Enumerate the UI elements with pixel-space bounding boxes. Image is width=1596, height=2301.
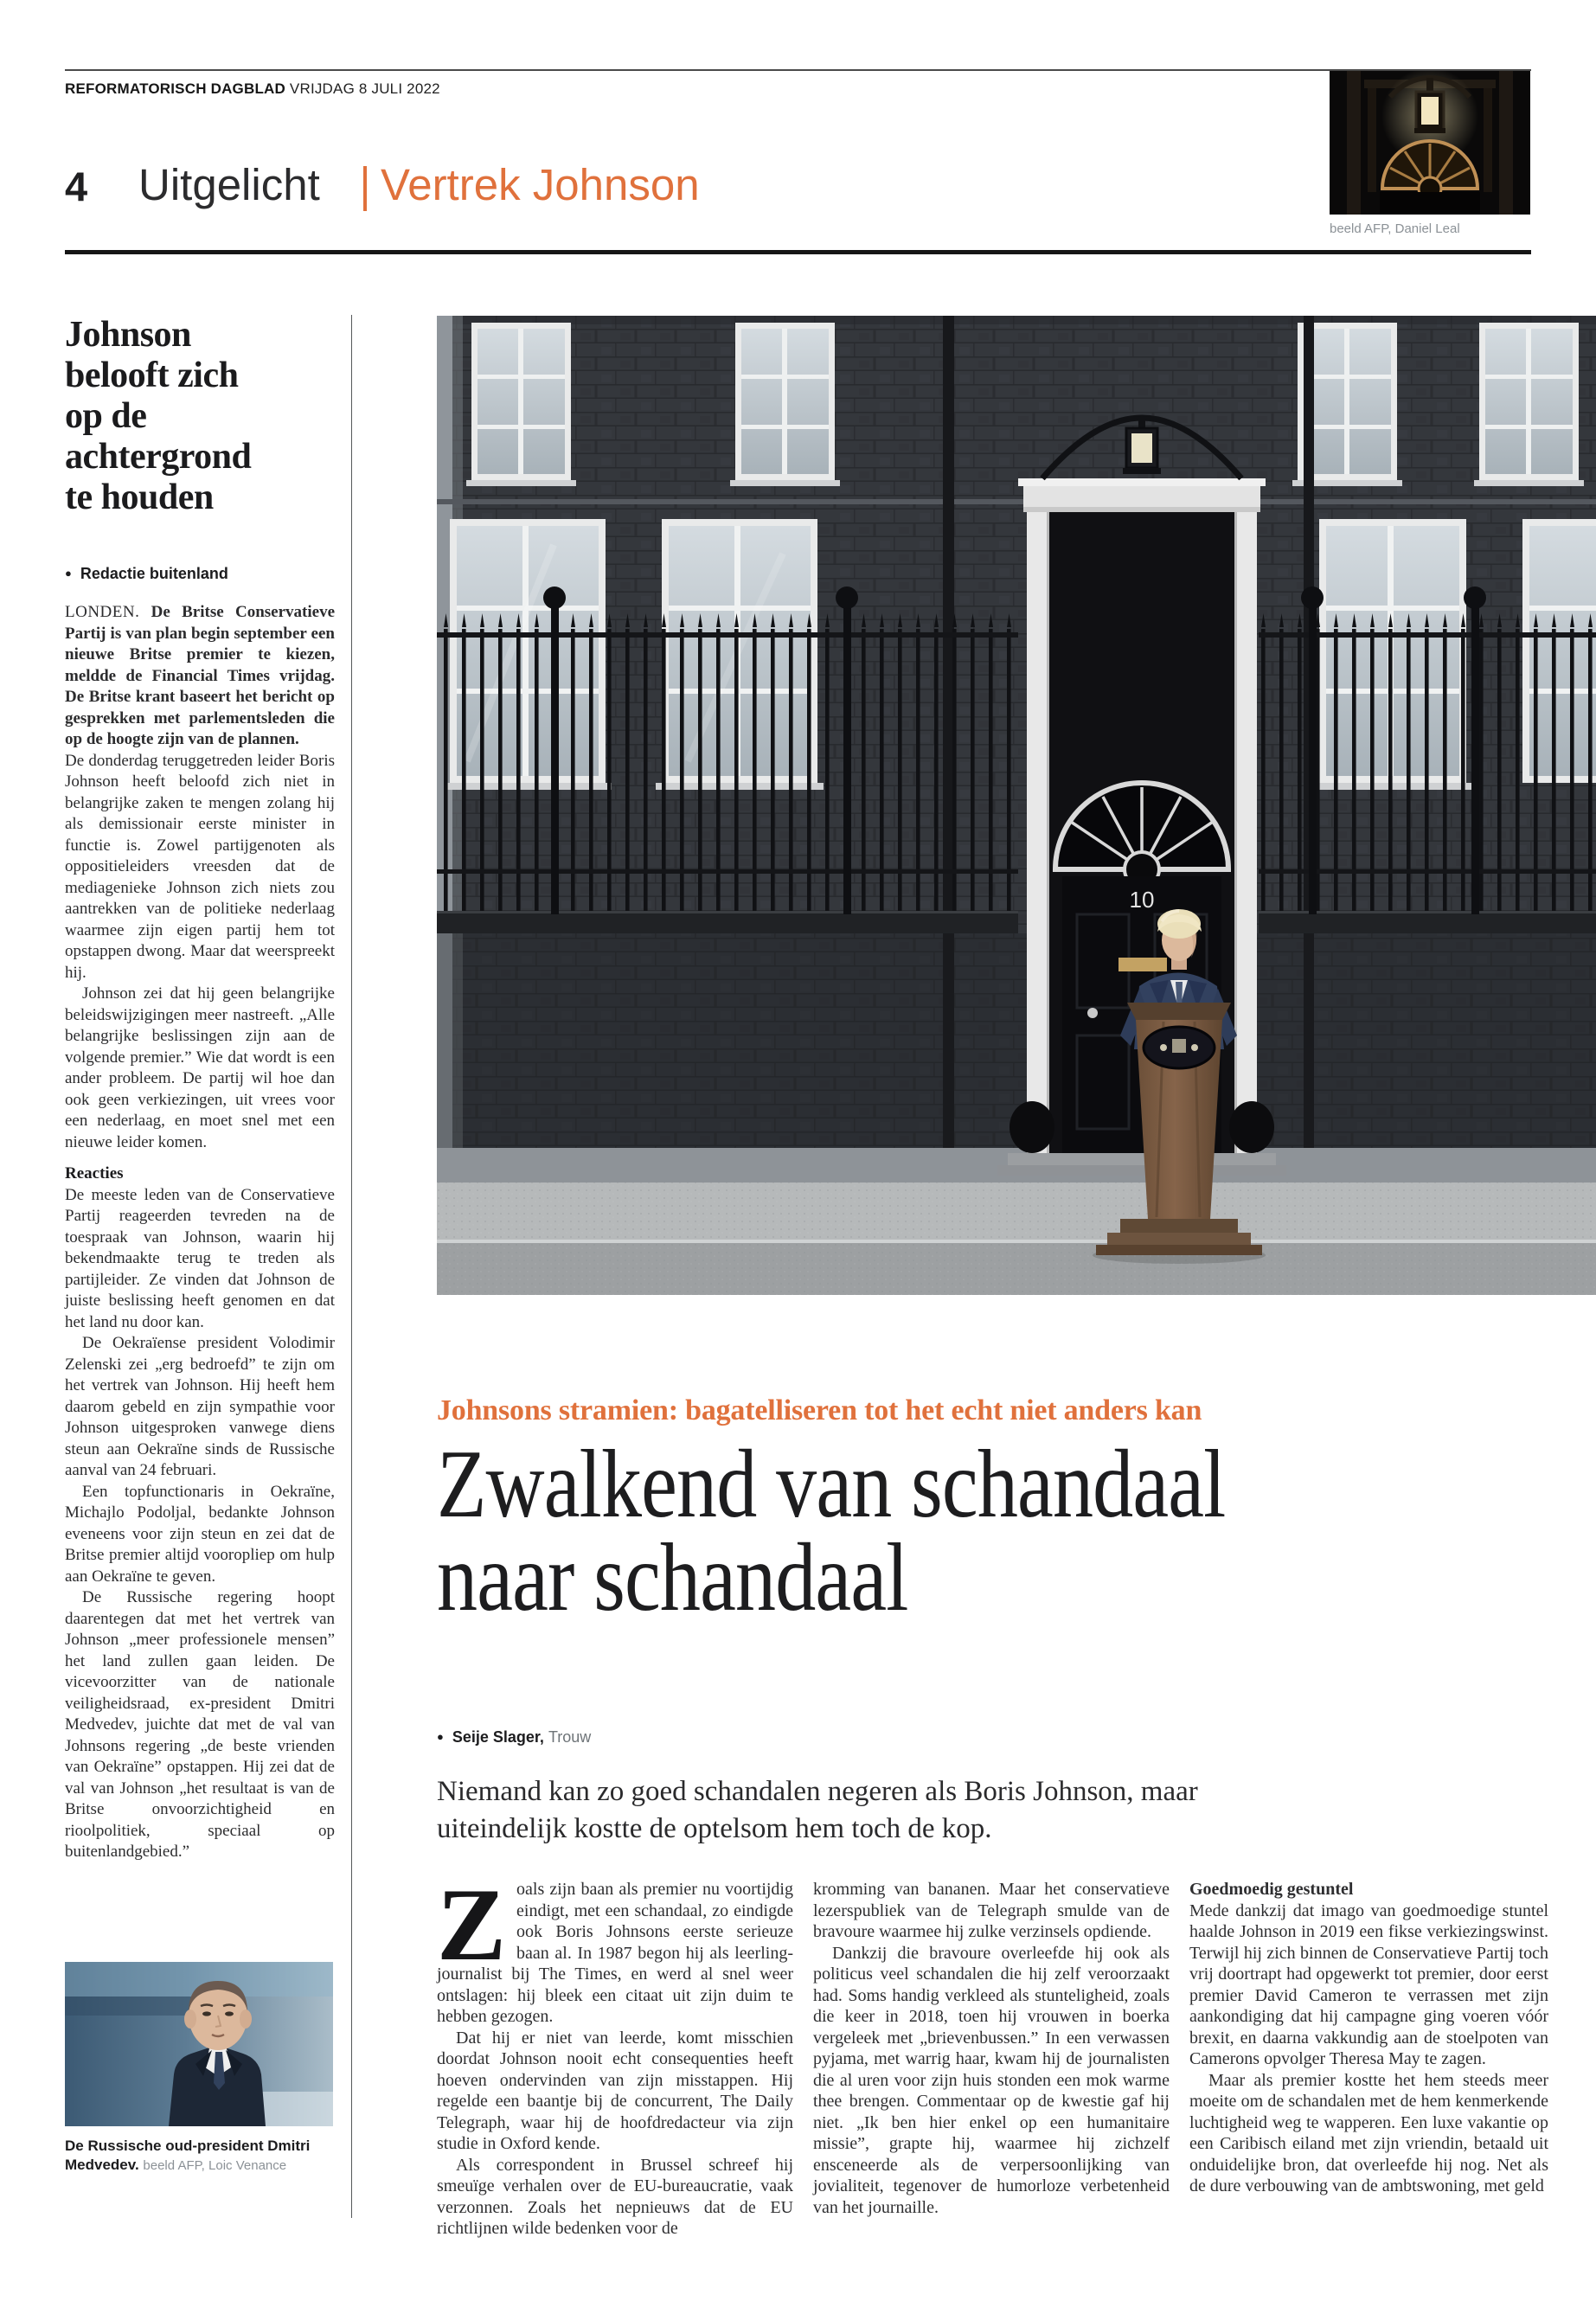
subhead-reacties: Reacties — [65, 1164, 124, 1183]
body-paragraph: Dankzij die bravoure overleefde hij ook als politicus veel schandalen die hij zelf veroorzaakt had. Soms handig verkleed als stunteligheid, zoals die keer in 2018, toen hij vrouwen in boerka vergeleek met „brievenbussen.” In een verwassen pyjama, met warrig haar, kwam hij de journalisten die al uren voor zijn huis stonden een mok warme thee brengen. Commentaar op de kwestie gaf hij niet. „Ik ben hier enkel op een humanitaire missie”, grapte hij, waarmee hij zichzelf ensceneerde als de verpersoonlijking van jovialiteit, tegenover de humorloze verbetenheid van het journaille. — [813, 1943, 1170, 2217]
body-paragraph: kromming van bananen. Maar het conservatieve lezerspubliek van de Telegraph smulde van de bravoure waarmee hij zulke verzinsels opdiende. — [813, 1880, 1170, 1941]
main-article-byline — [437, 1728, 591, 1747]
body-column-3 — [1189, 1879, 1548, 2197]
header-rule — [65, 250, 1531, 254]
topic-title: Vertrek Johnson — [381, 160, 700, 209]
main-photo-johnson-downing-street — [437, 316, 1596, 1295]
downing-street-door-night-photo — [1330, 71, 1530, 215]
body-paragraph: De Russische regering hoopt daarentegen dat met het vertrek van Johnson „meer professionele mensen” het land zullen gaan leiden. De vicevoorzitter van de nationale veiligheidsraad, ex-president Dmitri Medvedev, juichte dat met de val van Johnsons regering „de beste vrienden van Oekraïne” opstappen. Hij zei dat de val van Johnson „het resultaat is van de Britse onvoorzichtigheid en rioolpolitiek, speciaal op buitenlandgebied.” — [65, 1588, 335, 1861]
topic-divider-bar — [363, 166, 367, 211]
masthead-date: VRIJDAG 8 JULI 2022 — [289, 80, 440, 97]
mini-photo-caption: beeld AFP, Daniel Leal — [1330, 221, 1460, 236]
body-column-2 — [813, 1879, 1170, 2218]
left-article — [65, 315, 335, 1863]
door-number: 10 — [1129, 887, 1155, 913]
body-paragraph — [437, 1867, 793, 2028]
lead-paragraph — [65, 602, 335, 751]
body-paragraph: De meeste leden van de Conservatieve Partij reageerden tevreden na de toespraak van Johnson, waarin hij bekendmaakte terug te treden als partijleider. Ze vinden dat Johnson de juiste beslissing heeft genomen en dat het land nu door kan. — [65, 1185, 335, 1331]
left-article-byline — [65, 565, 335, 583]
medvedev-photo — [65, 1962, 333, 2126]
top-rule — [65, 69, 1531, 71]
byline-bullet-icon: ● — [65, 567, 72, 580]
column-subhead: Goedmoedig gestuntel — [1189, 1880, 1354, 1899]
body-paragraph: Als correspondent in Brussel schreef hij smeuïge verhalen over de EU-bureaucratie, vaak verzonnen. Zoals het nepnieuws dat de EU richtlijnen wilde bedenken voor de — [437, 2155, 793, 2238]
body-column-1 — [437, 1867, 793, 2240]
byline-author: Redactie buitenland — [80, 565, 228, 582]
main-kicker: Johnsons stramien: bagatelliseren tot het echt niet anders kan — [437, 1394, 1202, 1426]
main-headline-line2: naar schandaal — [437, 1524, 908, 1631]
body-paragraph: Een topfunctionaris in Oekraïne, Michajlo Podoljal, bedankte Johnson eveneens voor zijn steun en zei dat de Britse premier altijd vooropliep om hulp aan Oekraïne te geven. — [65, 1482, 335, 1586]
lead-text: De Britse Conservatieve Partij is van plan begin september een nieuwe Britse premier te kiezen, meldde de Financial Times vrijdag. De Britse krant baseert het bericht op gesprekken met parlementsleden die op de hoogte zijn van de plannen. — [65, 603, 336, 748]
article-intro: Niemand kan zo goed schandalen negeren als Boris Johnson, maar uiteindelijk kostte de optelsom hem toch de kop. — [437, 1776, 1198, 1844]
page-number: 4 — [65, 163, 88, 209]
main-headline — [437, 1431, 1596, 1631]
masthead — [65, 80, 440, 98]
medvedev-photo-art — [65, 1962, 333, 2126]
paragraph-text: oals zijn baan als premier nu voortijdig eindigt, met een schandaal, zo eindigde ook Boris Johnsons eerste serieuze baan al. In 1987 begon hij als leerling-journalist bij The Times, en werd al snel weer ontslagen: hij bleek een citaat uit zijn duim te hebben gezogen. — [437, 1880, 793, 2026]
caption-text: De Russische oud-president Dmitri Medvedev. — [65, 2138, 311, 2173]
body-paragraph: Dat hij er niet van leerde, komt misschien doordat Johnson nooit echt consequenties heeft hoeven ondervinden van zijn misstappen. Hij regelde een baantje bij de concurrent, The Daily Telegraph, waar hij de hoofdredacteur via zijn studie in Oxford kende. — [437, 2028, 793, 2153]
medvedev-caption — [65, 2137, 335, 2176]
mini-photo-art — [1330, 71, 1530, 215]
byline-author: Seije Slager, — [452, 1728, 544, 1746]
caption-credit: beeld AFP, Loic Venance — [143, 2158, 287, 2173]
main-photo-art — [437, 316, 1596, 1295]
body-paragraph: Mede dankzij dat imago van goedmoedige stuntel haalde Johnson in 2019 een fikse verkiezingswinst. Terwijl hij zich binnen de Conservatieve Partij toch vrij doortrapt had opgewerkt tot premier, door eerst premier David Cameron te verrassen met zijn aankondiging dat hij campagne ging voeren vóór brexit, en daarna vakkundig aan de stoelpoten van Camerons opvolger Theresa May te zagen. — [1189, 1900, 1548, 2068]
body-paragraph: De Oekraïense president Volodimir Zelenski zei „erg bedroefd” te zijn om het vertrek van Johnson. Hij heeft hem daarom gebeld en zijn sympathie voor Johnson uitgesproken vanwege diens steun aan Oekraïne sinds de Russische aanval van 24 februari. — [65, 1334, 335, 1479]
main-headline-line1: Zwalkend van schandaal — [437, 1431, 1226, 1538]
section-title: Uitgelicht — [138, 160, 320, 209]
byline-organisation: Trouw — [548, 1728, 592, 1746]
masthead-paper-name: REFORMATORISCH DAGBLAD — [65, 80, 285, 97]
column-divider — [351, 315, 352, 2218]
body-paragraph: Johnson zei dat hij geen belangrijke beleidswijzigingen meer nastreeft. „Alle belangrijke beslissingen zijn aan de volgende premier.” Wie dat wordt is een ander probleem. De partij wil hoe dan ook geen verkiezingen, uit vrees voor een nederlaag, en moet snel met een nieuwe leider komen. — [65, 984, 335, 1151]
byline-bullet-icon: ● — [437, 1730, 444, 1743]
iron-railings — [437, 586, 1596, 933]
body-paragraph: Maar als premier kostte het hem steeds meer moeite om de schandalen met de hem kenmerkende luchtigheid weg te wapperen. Een luxe vakantie op een Caribisch eiland met zijn vriendin, betaald uit onduidelijke bron, dat overleefde hij nog. Net als de dure verbouwing van de ambtswoning, met geld — [1189, 2070, 1548, 2195]
left-article-body — [65, 602, 335, 1863]
left-article-headline: Johnson belooft zich op de achtergrond te houden — [65, 315, 252, 517]
dateline: LONDEN. — [65, 603, 140, 621]
body-paragraph: De donderdag teruggetreden leider Boris Johnson heeft beloofd zich niet in belangrijke zaken te mengen zolang hij als demissionair eerste minister in functie is. Zowel partijgenoten als oppositieleiders vreesden dat de mediagenieke Johnson zich niets zou aantrekken van de politieke nederlaag waarmee zijn eigen partij hem tot opstappen dwong. Maar dat weerspreekt hij. — [65, 751, 335, 982]
drop-cap: Z — [437, 1867, 507, 1982]
